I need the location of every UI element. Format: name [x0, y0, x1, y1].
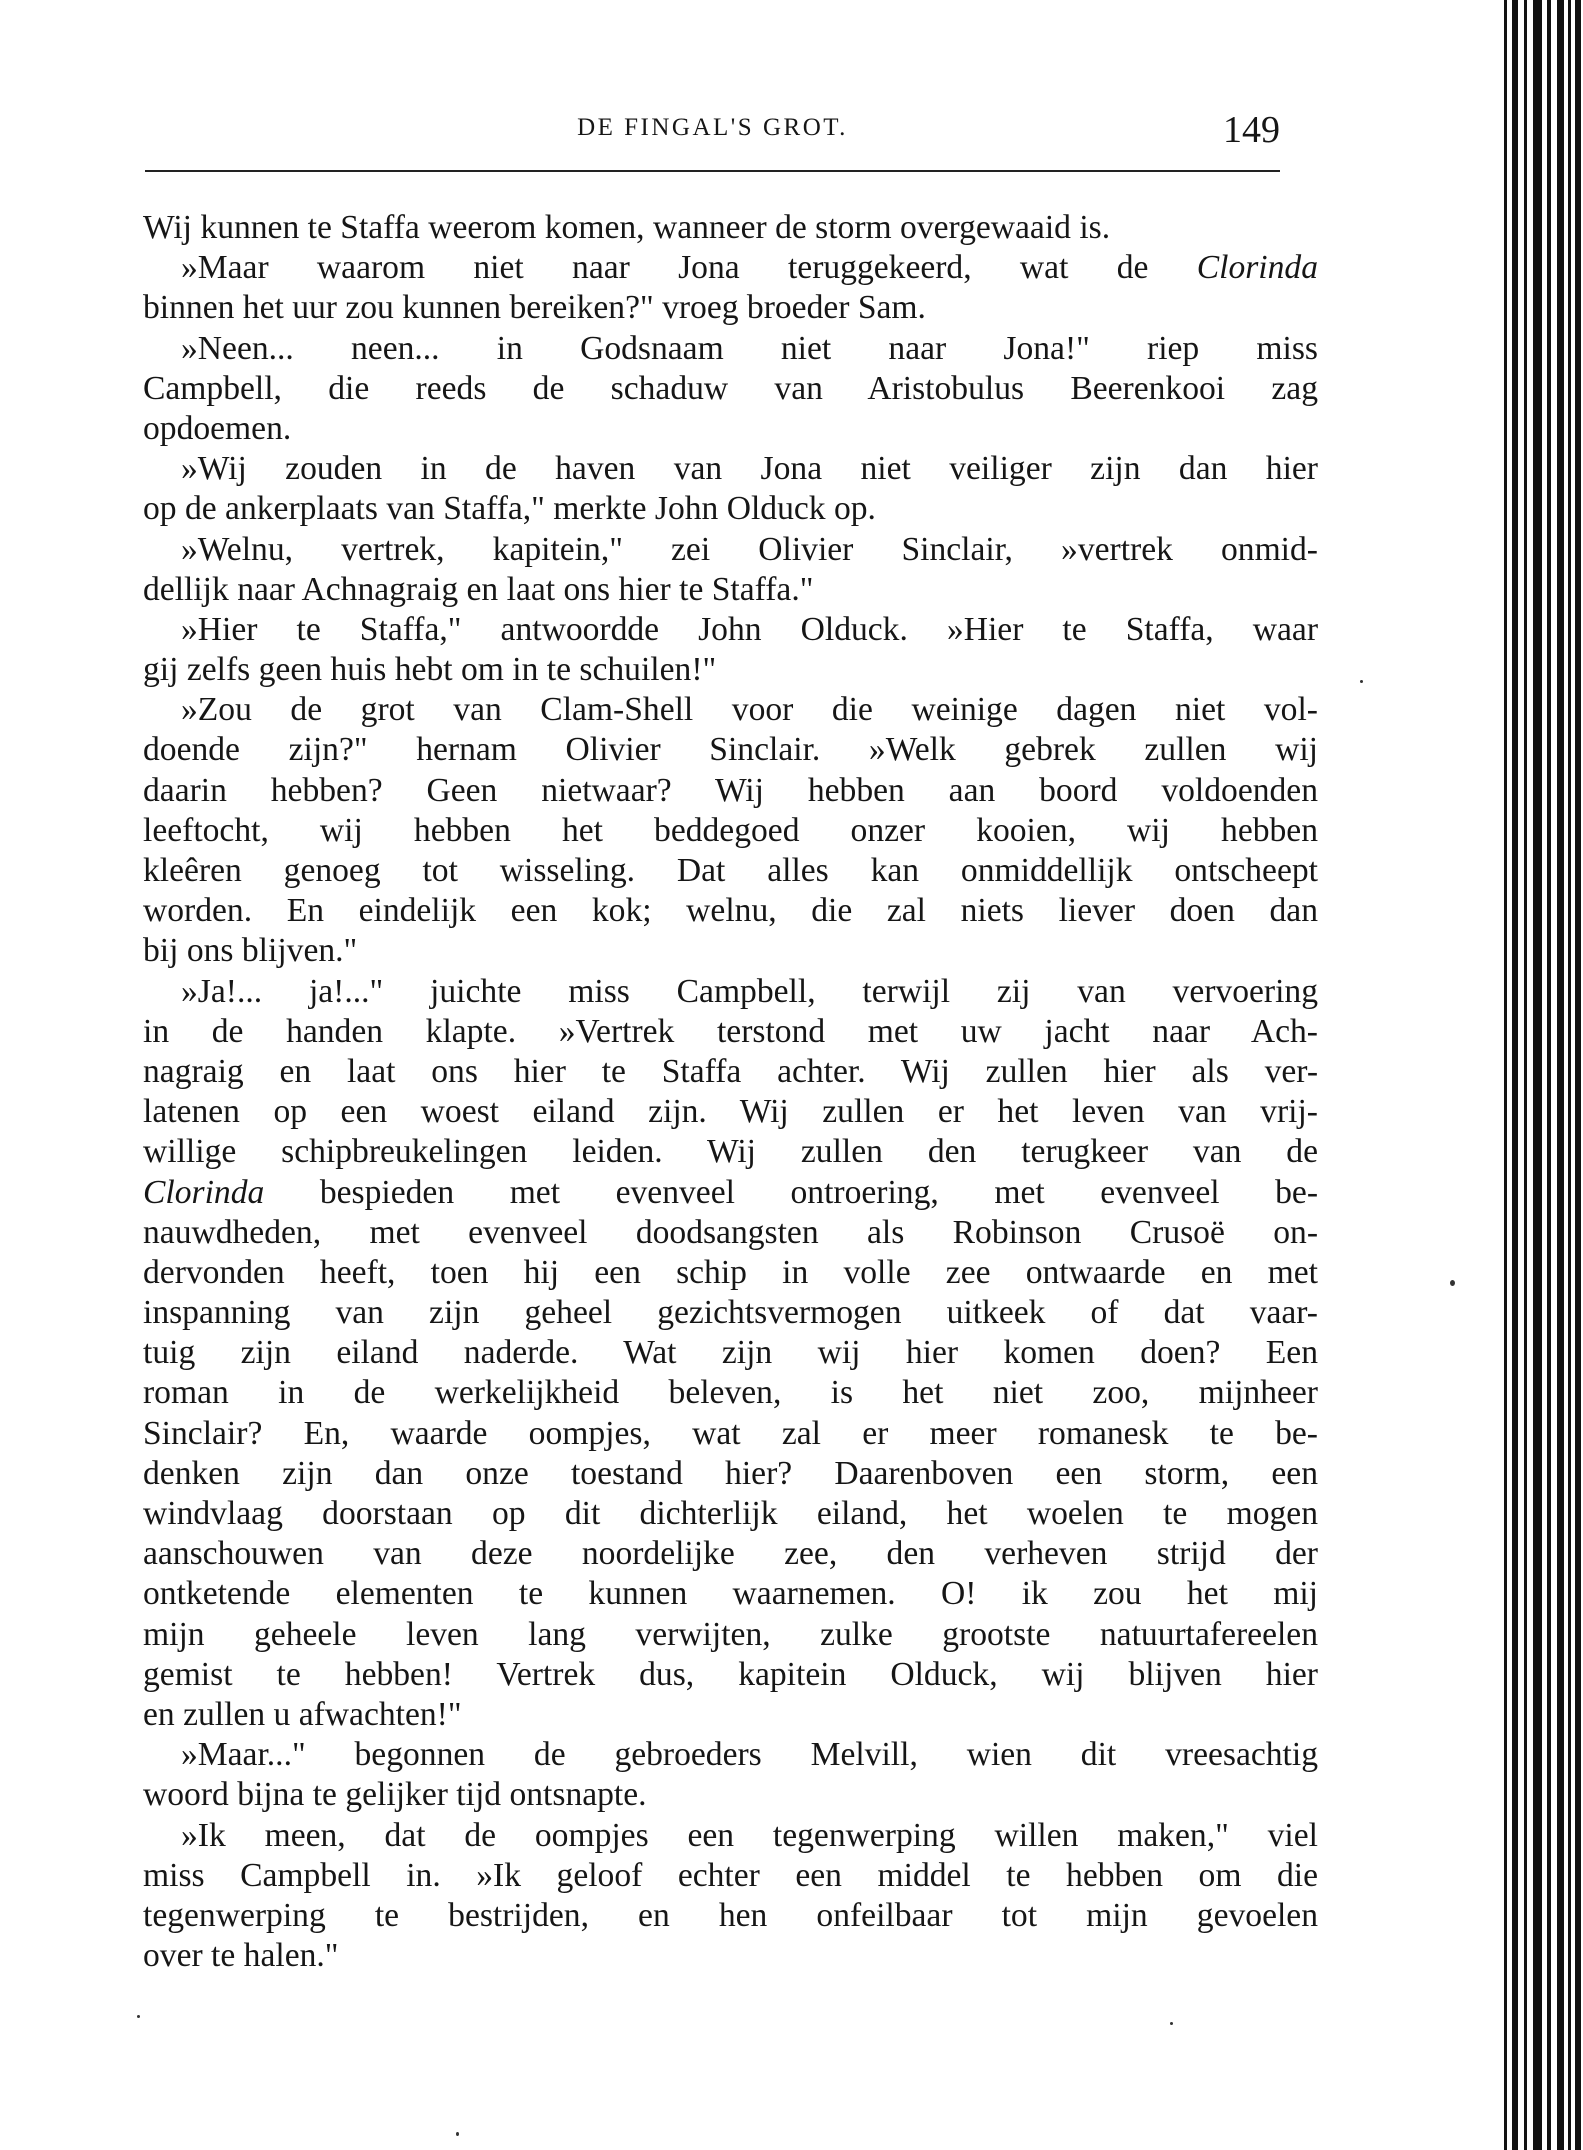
text-line-content: gij zelfs geen huis hebt om in te schuilen!"	[143, 651, 717, 689]
text-line-content: gemist te hebben! Vertrek dus, kapitein Olduck, wij blijven hier	[143, 1655, 1318, 1693]
text-line-content: op de ankerplaats van Staffa," merkte John Olduck op.	[143, 490, 876, 528]
text-line-content: »Zou de grot van Clam-Shell voor die weinige dagen niet vol-	[181, 691, 1318, 729]
text-line-content: willige schipbreukelingen leiden. Wij zullen den terugkeer van de	[143, 1133, 1318, 1171]
text-line	[143, 1936, 1318, 1976]
text-line	[143, 1816, 1318, 1856]
text-line-content: Wij kunnen te Staffa weerom komen, wanneer de storm overgewaaid is.	[143, 209, 1111, 246]
text-line	[143, 208, 1318, 248]
ink-speck	[1170, 2022, 1173, 2025]
text-line	[143, 1092, 1318, 1132]
text-line-content: latenen op een woest eiland zijn. Wij zullen er het leven van vrij-	[143, 1093, 1318, 1131]
page-number: 149	[1223, 109, 1280, 151]
text-line	[143, 1173, 1318, 1213]
text-line-content: bij ons blijven."	[143, 932, 358, 970]
text-line	[143, 329, 1318, 369]
italic-ship-name: Clorinda	[143, 1173, 265, 1211]
text-line	[143, 288, 1318, 328]
text-line-content: »Maar waarom niet naar Jona teruggekeerd, wat de	[181, 249, 1149, 287]
text-line-content: »Hier te Staffa," antwoordde John Olduck. »Hier te Staffa, waar	[181, 610, 1318, 648]
text-line-content: »Maar..." begonnen de gebroeders Melvill, wien dit vreesachtig	[181, 1736, 1318, 1774]
running-head	[145, 108, 1280, 154]
text-line-content: opdoemen.	[143, 409, 292, 447]
text-line	[143, 1655, 1318, 1695]
text-line	[143, 931, 1318, 971]
ink-speck	[1360, 680, 1363, 683]
text-line	[143, 1373, 1318, 1413]
text-line-content: over te halen."	[143, 1937, 339, 1975]
text-line-content: mijn geheele leven lang verwijten, zulke grootste natuurtafereelen	[143, 1615, 1318, 1653]
text-line-content: dervonden heeft, toen hij een schip in volle zee ontwaarde en met	[143, 1253, 1318, 1291]
text-line-content: windvlaag doorstaan op dit dichterlijk eiland, het woelen te mogen	[143, 1495, 1318, 1532]
text-line-content: roman in de werkelijkheid beleven, is het niet zoo, mijnheer	[143, 1374, 1318, 1412]
ink-speck	[1450, 1280, 1455, 1286]
body-text	[143, 208, 1318, 1976]
text-line-content: leeftocht, wij hebben het beddegoed onzer kooien, wij hebben	[143, 811, 1318, 849]
text-line-content: »Welnu, vertrek, kapitein," zei Olivier Sinclair, »vertrek onmid-	[181, 530, 1318, 568]
text-line-content: nagraig en laat ons hier te Staffa achter. Wij zullen hier als ver-	[143, 1052, 1318, 1090]
text-line-content: »Neen... neen... in Godsnaam niet naar Jona!" riep miss	[181, 329, 1318, 367]
text-line-content: miss Campbell in. »Ik geloof echter een middel te hebben om die	[143, 1856, 1318, 1894]
text-line-content: »Wij zouden in de haven van Jona niet veiliger zijn dan hier	[181, 450, 1318, 488]
text-line-content: aanschouwen van deze noordelijke zee, den verheven strijd der	[143, 1535, 1318, 1573]
text-line	[143, 1775, 1318, 1815]
text-line	[143, 489, 1318, 529]
text-line	[143, 1012, 1318, 1052]
text-line	[143, 1856, 1318, 1896]
text-line-content: doende zijn?" hernam Olivier Sinclair. »Welk gebrek zullen wij	[143, 731, 1318, 769]
ink-speck	[137, 2015, 140, 2018]
page-binding-edge	[1502, 0, 1583, 2150]
text-line-content: ontketende elementen te kunnen waarnemen. O! ik zou het mij	[143, 1575, 1318, 1613]
text-line	[143, 650, 1318, 690]
text-line-content: inspanning van zijn geheel gezichtsvermogen uitkeek of dat vaar-	[143, 1294, 1318, 1332]
text-line-content: in de handen klapte. »Vertrek terstond met uw jacht naar Ach-	[143, 1012, 1318, 1050]
text-line	[143, 1414, 1318, 1454]
text-line	[143, 1132, 1318, 1172]
text-line	[143, 1454, 1318, 1494]
text-line	[143, 530, 1318, 570]
text-line	[143, 972, 1318, 1012]
text-line	[143, 730, 1318, 770]
text-line-content: woord bijna te gelijker tijd ontsnapte.	[143, 1776, 647, 1814]
text-line	[143, 851, 1318, 891]
text-line	[143, 1293, 1318, 1333]
text-line-content: »Ik meen, dat de oompjes een tegenwerping willen maken," viel	[181, 1816, 1318, 1854]
text-line	[143, 811, 1318, 851]
text-line	[143, 690, 1318, 730]
text-line-content: daarin hebben? Geen nietwaar? Wij hebben aan boord voldoenden	[143, 771, 1318, 809]
text-line	[143, 1574, 1318, 1614]
header-rule	[145, 170, 1280, 172]
text-line	[143, 1735, 1318, 1775]
text-line	[143, 1333, 1318, 1373]
text-line	[143, 1494, 1318, 1534]
text-line	[143, 891, 1318, 931]
text-line-content: binnen het uur zou kunnen bereiken?" vroeg broeder Sam.	[143, 289, 926, 327]
text-line	[143, 1052, 1318, 1092]
running-title: DE FINGAL'S GROT.	[577, 114, 848, 141]
text-line-content: bespieden met evenveel ontroering, met evenveel be-	[319, 1173, 1318, 1211]
text-line-content: tuig zijn eiland naderde. Wat zijn wij hier komen doen? Een	[143, 1334, 1318, 1372]
text-line-content: dellijk naar Achnagraig en laat ons hier te Staffa."	[143, 570, 814, 608]
text-line	[143, 369, 1318, 409]
text-line	[143, 1253, 1318, 1293]
text-line	[143, 570, 1318, 610]
text-line-content: tegenwerping te bestrijden, en hen onfeilbaar tot mijn gevoelen	[143, 1896, 1318, 1934]
text-line	[143, 771, 1318, 811]
text-line-content: »Ja!... ja!..." juichte miss Campbell, terwijl zij van vervoering	[181, 972, 1318, 1010]
text-line	[143, 1534, 1318, 1574]
italic-ship-name: Clorinda	[1196, 249, 1318, 287]
text-line	[143, 409, 1318, 449]
text-line-content: Sinclair? En, waarde oompjes, wat zal er meer romanesk te be-	[143, 1414, 1318, 1452]
text-line	[143, 1896, 1318, 1936]
text-line	[143, 248, 1318, 288]
text-line	[143, 1615, 1318, 1655]
ink-speck	[456, 2132, 459, 2136]
text-line-content: kleêren genoeg tot wisseling. Dat alles kan onmiddellijk ontscheept	[143, 852, 1318, 889]
text-line	[143, 1695, 1318, 1735]
text-line-content: Campbell, die reeds de schaduw van Aristobulus Beerenkooi zag	[143, 369, 1318, 407]
text-line-content: en zullen u afwachten!"	[143, 1695, 462, 1733]
text-line	[143, 449, 1318, 489]
text-line-content: worden. En eindelijk een kok; welnu, die zal niets liever doen dan	[143, 892, 1318, 930]
text-line	[143, 1213, 1318, 1253]
text-line-content: denken zijn dan onze toestand hier? Daarenboven een storm, een	[143, 1454, 1318, 1492]
text-line-content: nauwdheden, met evenveel doodsangsten als Robinson Crusoë on-	[143, 1213, 1318, 1251]
text-line	[143, 610, 1318, 650]
